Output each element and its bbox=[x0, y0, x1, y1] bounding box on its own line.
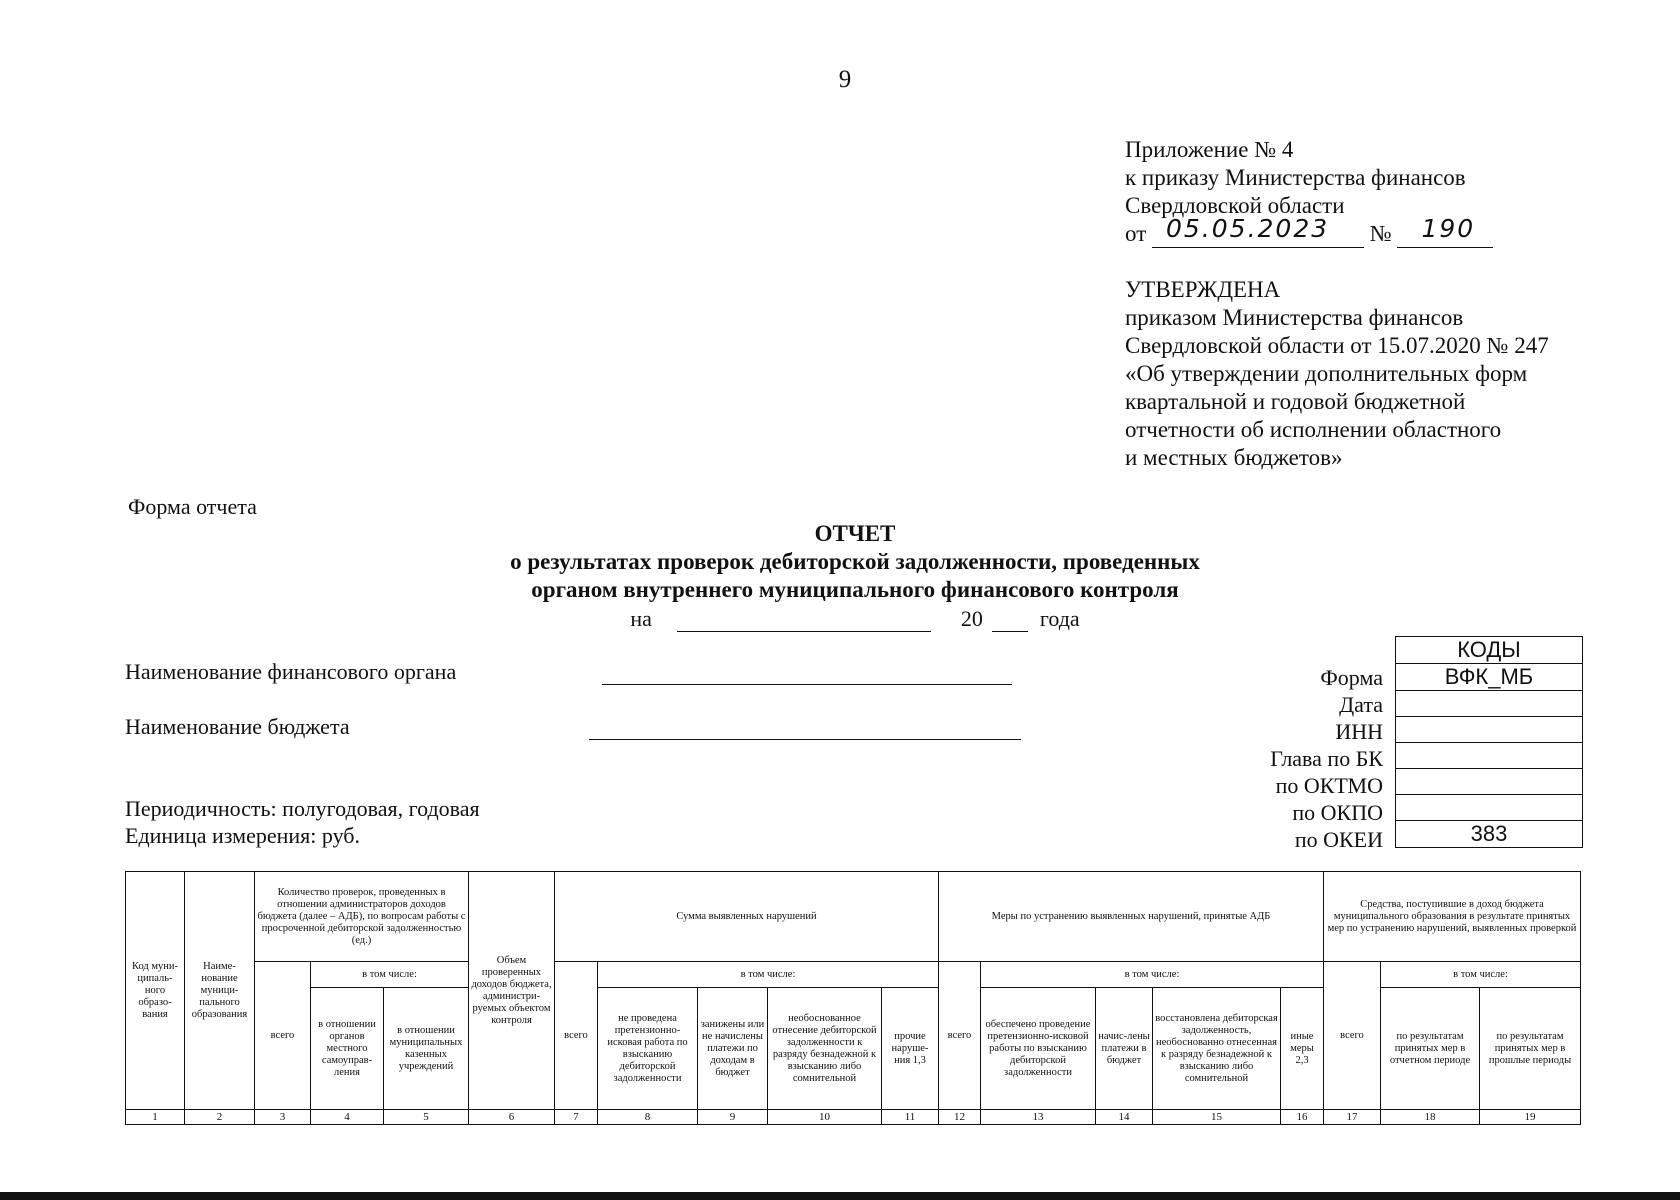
handwritten-number: 190 bbox=[1421, 214, 1476, 243]
code-label-form: Форма bbox=[1320, 665, 1383, 690]
appendix-date-line bbox=[1125, 214, 1493, 248]
column-number: 16 bbox=[1281, 1110, 1324, 1125]
report-table bbox=[125, 871, 1581, 1125]
column-number: 1 bbox=[126, 1110, 185, 1125]
group-measures: Меры по устранению выявленных нарушений, принятые АДБ bbox=[939, 872, 1324, 962]
code-label-oktmo: по ОКТМО bbox=[1275, 773, 1383, 798]
report-title bbox=[0, 520, 1680, 604]
column-number: 7 bbox=[555, 1110, 598, 1125]
column-number: 19 bbox=[1480, 1110, 1581, 1125]
appendix-line: к приказу Министерства финансов bbox=[1125, 165, 1466, 190]
financial-body-label: Наименование финансового органа bbox=[125, 659, 457, 684]
col-municipality-code: Код муни-ципаль-ного образо-вания bbox=[126, 872, 185, 1110]
column-number: 10 bbox=[768, 1110, 882, 1125]
group-funds-received: Средства, поступившие в доход бюджета муниципального образования в результате принятых мер по устранению нарушений, выявленных проверкой bbox=[1324, 872, 1581, 962]
col-checked-revenue: Объем проверенных доходов бюджета, администри-руемых объектом контроля bbox=[469, 872, 555, 1110]
col-unjustified-writeoff: необоснованное отнесение дебиторской задолженности к разряду безнадежной к взысканию либо сомнительной bbox=[768, 988, 882, 1110]
col-funds-previous-periods: по результатам принятых мер в прошлые периоды bbox=[1480, 988, 1581, 1110]
report-date-line bbox=[0, 606, 1680, 632]
checks-incl-header: в том числе: bbox=[311, 962, 469, 988]
col-measures-total: всего bbox=[939, 962, 981, 1110]
date-signature-line bbox=[1152, 214, 1364, 248]
column-number: 17 bbox=[1324, 1110, 1381, 1125]
col-payments-accrued: начис-лены платежи в бюджет bbox=[1096, 988, 1153, 1110]
column-number: 5 bbox=[384, 1110, 469, 1125]
column-number: 14 bbox=[1096, 1110, 1153, 1125]
column-number: 9 bbox=[698, 1110, 768, 1125]
budget-input-line[interactable] bbox=[589, 739, 1021, 740]
date-blank[interactable] bbox=[677, 611, 931, 632]
column-number: 18 bbox=[1381, 1110, 1480, 1125]
year-prefix: 20 bbox=[960, 606, 983, 631]
code-value-inn[interactable] bbox=[1396, 717, 1583, 743]
from-label: от bbox=[1125, 221, 1147, 246]
approved-line: и местных бюджетов» bbox=[1125, 445, 1343, 470]
approved-line: отчетности об исполнении областного bbox=[1125, 417, 1502, 442]
col-other-violations: прочие наруше-ния 1,3 bbox=[882, 988, 939, 1110]
column-number: 11 bbox=[882, 1110, 939, 1125]
approved-line: приказом Министерства финансов bbox=[1125, 305, 1464, 330]
periodicity-label: Периодичность: полугодовая, годовая bbox=[125, 796, 480, 821]
code-value-okpo[interactable] bbox=[1396, 795, 1583, 821]
code-value-okei: 383 bbox=[1396, 821, 1583, 848]
unit-label: Единица измерения: руб. bbox=[125, 823, 360, 848]
year-suffix: года bbox=[1039, 606, 1080, 631]
year-blank[interactable] bbox=[992, 611, 1028, 632]
approved-line: Свердловской области от 15.07.2020 № 247 bbox=[1125, 333, 1549, 358]
group-checks-count: Количество проверок, проведенных в отношении администраторов доходов бюджета (далее – АДБ), по вопросам работы с просроченной дебиторской задолженностью (ед.) bbox=[255, 872, 469, 962]
appendix-line: Приложение № 4 bbox=[1125, 137, 1294, 162]
code-label-okpo: по ОКПО bbox=[1292, 800, 1383, 825]
code-value-bk[interactable] bbox=[1396, 743, 1583, 769]
col-funds-reporting-period: по результатам принятых мер в отчетном периоде bbox=[1381, 988, 1480, 1110]
col-municipal-institutions: в отношении муниципальных казенных учреждений bbox=[384, 988, 469, 1110]
column-number: 13 bbox=[981, 1110, 1096, 1125]
number-label: № bbox=[1369, 221, 1392, 246]
code-value-date[interactable] bbox=[1396, 691, 1583, 717]
col-understated-payments: занижены или не начислены платежи по доходам в бюджет bbox=[698, 988, 768, 1110]
column-number: 8 bbox=[598, 1110, 698, 1125]
code-label-date: Дата bbox=[1339, 692, 1383, 717]
col-claims-work-ensured: обеспечено проведение претензионно-исковой работы по взысканию дебиторской задолженности bbox=[981, 988, 1096, 1110]
column-number: 12 bbox=[939, 1110, 981, 1125]
measures-incl-header: в том числе: bbox=[981, 962, 1324, 988]
column-number: 2 bbox=[185, 1110, 255, 1125]
approved-line: квартальной и годовой бюджетной bbox=[1125, 389, 1466, 414]
col-checks-total: всего bbox=[255, 962, 311, 1110]
report-subtitle-line: органом внутреннего муниципального финансового контроля bbox=[531, 577, 1179, 602]
code-label-okei: по ОКЕИ bbox=[1294, 827, 1383, 852]
col-violations-total: всего bbox=[555, 962, 598, 1110]
col-local-government: в отношении органов местного самоуправ-ления bbox=[311, 988, 384, 1110]
col-funds-total: всего bbox=[1324, 962, 1381, 1110]
handwritten-date: 05.05.2023 bbox=[1166, 214, 1330, 243]
approved-line: «Об утверждении дополнительных форм bbox=[1125, 361, 1528, 386]
approved-heading: УТВЕРЖДЕНА bbox=[1125, 277, 1281, 302]
column-number: 15 bbox=[1153, 1110, 1281, 1125]
scan-bottom-edge bbox=[0, 1192, 1680, 1200]
code-label-bk: Глава по БК bbox=[1270, 746, 1383, 771]
page-number: 9 bbox=[838, 66, 852, 93]
financial-body-input-line[interactable] bbox=[602, 684, 1012, 685]
col-other-measures: иные меры 2,3 bbox=[1281, 988, 1324, 1110]
group-violations-sum: Сумма выявленных нарушений bbox=[555, 872, 939, 962]
col-debt-restored: восстановлена дебиторская задолженность, необоснованно отнесенная к разряду безнадежной к взысканию либо сомнительной bbox=[1153, 988, 1281, 1110]
col-no-claims-work: не проведена претензионно-исковая работа по взысканию дебиторской задолженности bbox=[598, 988, 698, 1110]
number-signature-line bbox=[1397, 214, 1493, 248]
column-number: 6 bbox=[469, 1110, 555, 1125]
code-value-oktmo[interactable] bbox=[1396, 769, 1583, 795]
codes-header: КОДЫ bbox=[1396, 637, 1583, 664]
approved-block bbox=[1125, 276, 1549, 472]
appendix-block bbox=[1125, 136, 1493, 248]
on-label: на bbox=[630, 606, 652, 631]
column-number: 4 bbox=[311, 1110, 384, 1125]
report-subtitle-line: о результатах проверок дебиторской задолженности, проведенных bbox=[510, 549, 1200, 574]
code-value-form: ВФК_МБ bbox=[1396, 664, 1583, 691]
funds-incl-header: в том числе: bbox=[1381, 962, 1581, 988]
code-label-inn: ИНН bbox=[1335, 719, 1383, 744]
column-number: 3 bbox=[255, 1110, 311, 1125]
codes-table bbox=[1395, 636, 1583, 848]
col-municipality-name: Наиме-нование муници-пального образования bbox=[185, 872, 255, 1110]
appendix-line: Свердловской области bbox=[1125, 193, 1345, 218]
form-label: Форма отчета bbox=[128, 494, 257, 519]
report-heading: ОТЧЕТ bbox=[814, 521, 896, 546]
violations-incl-header: в том числе: bbox=[598, 962, 939, 988]
budget-label: Наименование бюджета bbox=[125, 714, 350, 739]
